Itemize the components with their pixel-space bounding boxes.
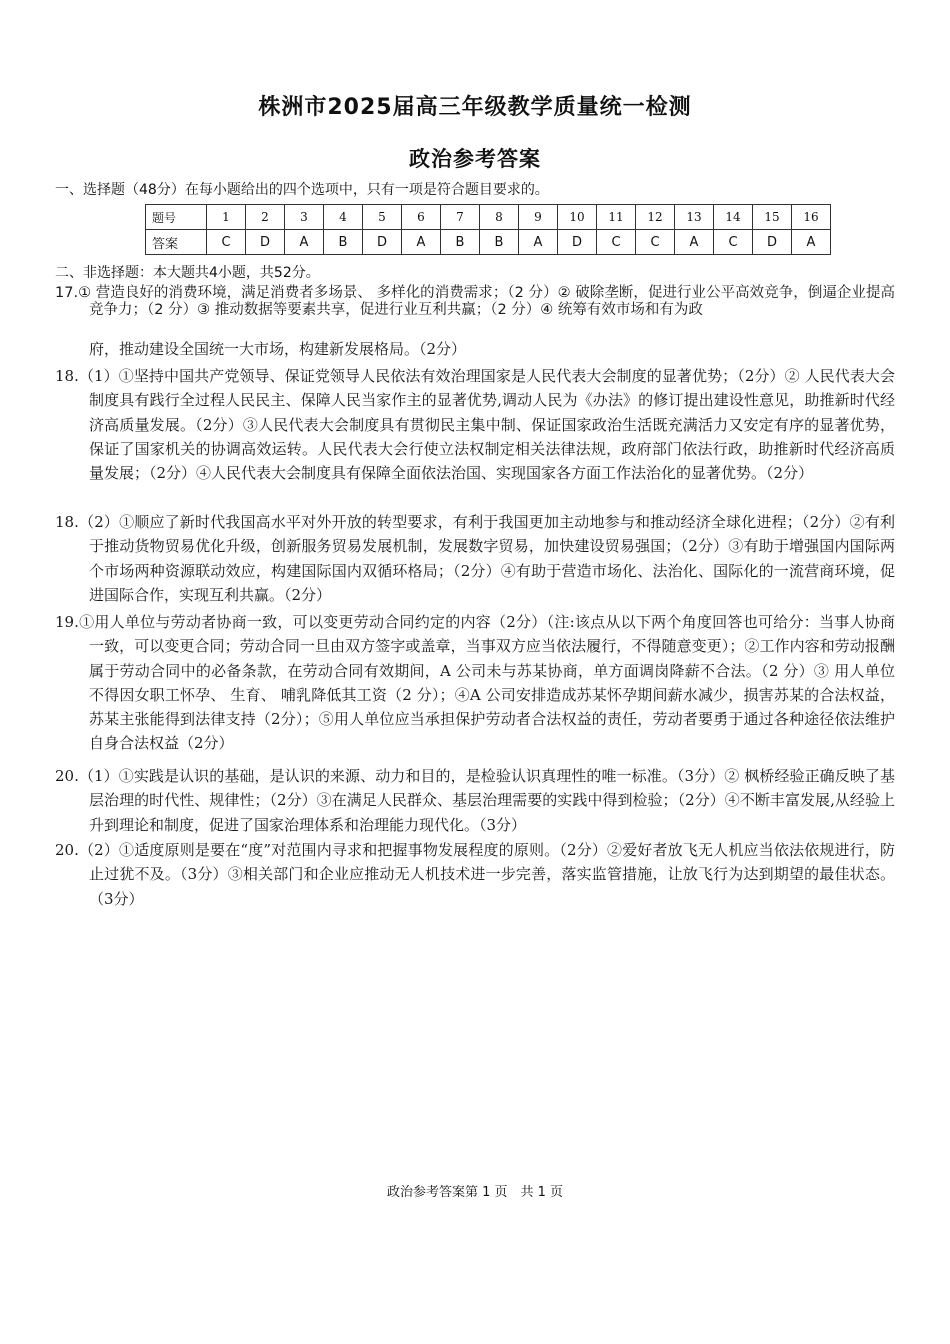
answer-cell: B (441, 230, 480, 255)
row-label-answer: 答案 (146, 230, 207, 255)
answer-19 (55, 610, 895, 756)
answer-17-continuation: 府，推动建设全国统一大市场，构建新发展格局。（2分） (89, 340, 467, 358)
answer-17 (55, 285, 895, 319)
answer-cell: A (675, 230, 714, 255)
table-row-question-numbers (146, 205, 831, 230)
question-number-cell: 2 (246, 205, 285, 230)
answer-18-2-text: 18.（2）①顺应了新时代我国高水平对外开放的转型要求，有利于我国更加主动地参与和推动经济全球化进程；（2分）②有利于推动货物贸易优化升级，创新服务贸易发展机制，发展数字贸易，加快建设贸易强国；（2分）③有助于增强国内国际两个市场两种资源联动效应，构建国际国内双循环格局；（2分）④有助于营造市场化、法治化、国际化的一流营商环境，促进国际合作，实现互利共赢。（2分） (55, 513, 895, 604)
question-number-cell: 11 (597, 205, 636, 230)
question-number-cell: 5 (363, 205, 402, 230)
question-number-cell: 1 (207, 205, 246, 230)
question-number-cell: 7 (441, 205, 480, 230)
section-2-heading: 二、非选择题：本大题共4小题，共52分。 (55, 265, 320, 281)
answer-cell: C (714, 230, 753, 255)
table-row-answers (146, 230, 831, 255)
answer-cell: A (519, 230, 558, 255)
question-number-cell: 14 (714, 205, 753, 230)
answer-cell: C (597, 230, 636, 255)
question-number-cell: 6 (402, 205, 441, 230)
answer-cell: A (285, 230, 324, 255)
answer-20-2-text: 20.（2）①适度原则是要在“度”对范围内寻求和把握事物发展程度的原则。（2分）②爱好者放飞无人机应当依法依规进行，防止过犹不及。（3分）③相关部门和企业应推动无人机技术进一步完善，落实监管措施，让放飞行为达到期望的最佳状态。（3分） (55, 841, 895, 908)
answer-20-1-text: 20.（1）①实践是认识的基础，是认识的来源、动力和目的，是检验认识真理性的唯一标准。（3分）② 枫桥经验正确反映了基层治理的时代性、规律性；（2分）③在满足人民群众、基层治理需要的实践中得到检验；（2分）④不断丰富发展,从经验上升到理论和制度，促进了国家治理体系和治理能力现代化。（3分） (55, 767, 895, 834)
answer-cell: B (324, 230, 363, 255)
answer-18-1-text: 18.（1）①坚持中国共产党领导、保证党领导人民依法有效治理国家是人民代表大会制度的显著优势；（2分）② 人民代表大会制度具有践行全过程人民民主、保障人民当家作主的显著优势,调动人民为《办法》的修订提出建设性意见，助推新时代经济高质量发展。（2分）③人民代表大会制度具有贯彻民主集中制、保证国家政治生活既充满活力又安定有序的显著优势，保证了国家机关的协调高效运转。人民代表大会行使立法权制定相关法律法规，政府部门依法行政，助推新时代经济高质量发展；（2分）④人民代表大会制度具有保障全面依法治国、实现国家各方面工作法治化的显著优势。（2分） (55, 367, 895, 483)
answer-cell: C (636, 230, 675, 255)
answer-cell: C (207, 230, 246, 255)
question-number-cell: 9 (519, 205, 558, 230)
answer-18-1 (55, 364, 895, 485)
answer-18-2 (55, 510, 895, 607)
question-number-cell: 10 (558, 205, 597, 230)
answer-19-text: 19.①用人单位与劳动者协商一致，可以变更劳动合同约定的内容（2分）（注:该点从以下两个角度回答也可给分：当事人协商一致，可以变更合同；劳动合同一旦由双方签字或盖章，当事双方应当依法履行，不得随意变更）；②工作内容和劳动报酬属于劳动合同中的必备条款，在劳动合同有效期间，A 公司未与苏某协商，单方面调岗降薪不合法。（2 分）③ 用人单位不得因女职工怀孕、 生育、 哺乳降低其工资（2 分）；④A 公司安排造成苏某怀孕期间薪水减少，损害苏某的合法权益，苏某主张能得到法律支持（2分）；⑤用人单位应当承担保护劳动者合法权益的责任，劳动者要勇于通过各种途径依法维护自身合法权益（2分） (55, 613, 895, 753)
answer-17-text: 17.① 营造良好的消费环境，满足消费者多场景、 多样化的消费需求；（2 分）② 破除垄断，促进行业公平高效竞争，倒逼企业提高竞争力；（2 分）③ 推动数据等要素共享，促进行业互利共赢；（2 分）④ 统筹有效市场和有为政 (55, 285, 895, 318)
answer-cell: A (402, 230, 441, 255)
answer-table (145, 204, 831, 255)
page-subtitle: 政治参考答案 (409, 147, 541, 171)
question-number-cell: 15 (753, 205, 792, 230)
question-number-cell: 12 (636, 205, 675, 230)
page-footer: 政治参考答案第 1 页 共 1 页 (386, 1185, 564, 1200)
answer-20-1 (55, 764, 895, 837)
answer-cell: D (558, 230, 597, 255)
question-number-cell: 8 (480, 205, 519, 230)
question-number-cell: 4 (324, 205, 363, 230)
question-number-cell: 3 (285, 205, 324, 230)
answer-cell: D (753, 230, 792, 255)
row-label-question-number: 题号 (146, 205, 207, 230)
question-number-cell: 16 (792, 205, 831, 230)
answer-cell: D (363, 230, 402, 255)
answer-20-2 (55, 838, 895, 911)
answer-cell: D (246, 230, 285, 255)
question-number-cell: 13 (675, 205, 714, 230)
page-title: 株洲市2025届高三年级教学质量统一检测 (258, 95, 692, 120)
section-1-heading: 一、选择题（48分）在每小题给出的四个选项中，只有一项是符合题目要求的。 (55, 182, 549, 198)
answer-cell: B (480, 230, 519, 255)
answer-cell: A (792, 230, 831, 255)
